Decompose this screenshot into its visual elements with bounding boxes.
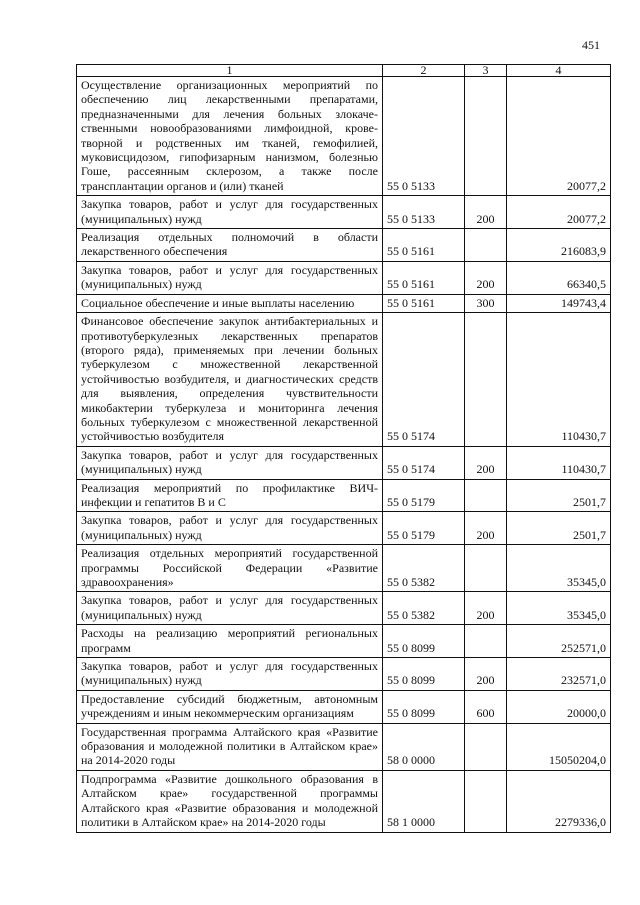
- table-row: [77, 658, 611, 691]
- table-row: [77, 196, 611, 229]
- row-expense-type: 200: [465, 658, 507, 691]
- row-amount: 2501,7: [507, 512, 611, 545]
- row-expense-type: [465, 77, 507, 196]
- column-header-name: 1: [77, 65, 383, 77]
- table-row: [77, 229, 611, 262]
- row-description: Предоставление субсидий бюджетным, автономным учреждениям и иным некоммерческим организациям: [77, 690, 383, 723]
- row-description: Финансовое обеспечение закупок антибактериальных и противотуберкулезных лекарственных препаратов (второго ряда), применяемых при лечении больных туберкулезом с множественной лекарственной устойчивостью возбудителя, и диагностических средств для выявления, определения чувствительности микобактерии туберкулеза и мониторинга лечения больных туберкулезом с множественной лекарственной устойчивостью возбудителя: [77, 313, 383, 447]
- row-expense-type: 200: [465, 446, 507, 479]
- table-row: [77, 592, 611, 625]
- row-target-code: 55 0 8099: [383, 690, 465, 723]
- row-amount: 232571,0: [507, 658, 611, 691]
- row-expense-type: [465, 313, 507, 447]
- row-amount: 216083,9: [507, 229, 611, 262]
- table-row: [77, 545, 611, 592]
- row-amount: 20000,0: [507, 690, 611, 723]
- row-expense-type: 600: [465, 690, 507, 723]
- row-description: Закупка товаров, работ и услуг для государственных (муниципальных) нужд: [77, 658, 383, 691]
- row-amount: 149743,4: [507, 294, 611, 312]
- table-row: [77, 770, 611, 832]
- row-target-code: 55 0 8099: [383, 658, 465, 691]
- row-amount: 35345,0: [507, 545, 611, 592]
- row-description: Подпрограмма «Развитие дошкольного образования в Алтайском крае» государственной программы Алтайского края «Развитие образования и молодежной политики в Алтайском крае» на 2014-2020 годы: [77, 770, 383, 832]
- row-expense-type: [465, 229, 507, 262]
- row-description: Закупка товаров, работ и услуг для государственных (муниципальных) нужд: [77, 196, 383, 229]
- row-description: Социальное обеспечение и иные выплаты населению: [77, 294, 383, 312]
- row-target-code: 58 0 0000: [383, 723, 465, 770]
- row-description: Государственная программа Алтайского края «Развитие образования и молодежной политики в Алтайском крае» на 2014-2020 годы: [77, 723, 383, 770]
- row-description: Закупка товаров, работ и услуг для государственных (муниципальных) нужд: [77, 261, 383, 294]
- row-expense-type: [465, 479, 507, 512]
- row-description: Расходы на реализацию мероприятий региональных программ: [77, 625, 383, 658]
- table-row: [77, 294, 611, 312]
- row-target-code: 55 0 5161: [383, 229, 465, 262]
- row-expense-type: [465, 625, 507, 658]
- row-target-code: 55 0 5161: [383, 261, 465, 294]
- page-number: 451: [582, 38, 600, 52]
- budget-table: [76, 64, 611, 833]
- row-expense-type: 200: [465, 196, 507, 229]
- row-target-code: 55 0 8099: [383, 625, 465, 658]
- row-expense-type: [465, 545, 507, 592]
- table-header-row: [77, 65, 611, 77]
- row-target-code: 55 0 5179: [383, 512, 465, 545]
- row-description: Осуществление организационных мероприятий по обеспечению лиц лекарственными препаратами, предназначенными для лечения больных злокачественными новообразованиями лимфоидной, кроветворной и родственных им тканей, гемофилией, муковисцидозом, гипофизарным нанизмом, болезнью Гоше, рассеянным склерозом, а также после трансплантации органов и (или) тканей: [77, 77, 383, 196]
- row-description: Закупка товаров, работ и услуг для государственных (муниципальных) нужд: [77, 446, 383, 479]
- row-amount: 252571,0: [507, 625, 611, 658]
- table-body: [77, 65, 611, 833]
- table-row: [77, 446, 611, 479]
- row-target-code: 55 0 5174: [383, 313, 465, 447]
- table-row: [77, 479, 611, 512]
- row-description: Закупка товаров, работ и услуг для государственных (муниципальных) нужд: [77, 512, 383, 545]
- row-target-code: 55 0 5133: [383, 196, 465, 229]
- column-header-type: 3: [465, 65, 507, 77]
- row-amount: 2279336,0: [507, 770, 611, 832]
- row-expense-type: 200: [465, 592, 507, 625]
- row-target-code: 55 0 5174: [383, 446, 465, 479]
- column-header-code: 2: [383, 65, 465, 77]
- row-amount: 110430,7: [507, 313, 611, 447]
- table-row: [77, 261, 611, 294]
- row-amount: 15050204,0: [507, 723, 611, 770]
- row-expense-type: 300: [465, 294, 507, 312]
- row-description: Реализация мероприятий по профилактике ВИЧ-инфекции и гепатитов В и С: [77, 479, 383, 512]
- table-row: [77, 77, 611, 196]
- row-target-code: 55 0 5382: [383, 545, 465, 592]
- row-amount: 110430,7: [507, 446, 611, 479]
- row-amount: 2501,7: [507, 479, 611, 512]
- row-expense-type: [465, 723, 507, 770]
- row-expense-type: 200: [465, 261, 507, 294]
- row-description: Реализация отдельных мероприятий государственной программы Российской Федерации «Развитие здравоохранения»: [77, 545, 383, 592]
- table-row: [77, 690, 611, 723]
- table-row: [77, 625, 611, 658]
- row-amount: 66340,5: [507, 261, 611, 294]
- row-target-code: 55 0 5179: [383, 479, 465, 512]
- table-row: [77, 723, 611, 770]
- column-header-sum: 4: [507, 65, 611, 77]
- row-description: Реализация отдельных полномочий в области лекарственного обеспечения: [77, 229, 383, 262]
- row-amount: 20077,2: [507, 77, 611, 196]
- row-expense-type: [465, 770, 507, 832]
- row-amount: 35345,0: [507, 592, 611, 625]
- row-target-code: 58 1 0000: [383, 770, 465, 832]
- row-target-code: 55 0 5382: [383, 592, 465, 625]
- table-row: [77, 313, 611, 447]
- row-target-code: 55 0 5161: [383, 294, 465, 312]
- table-row: [77, 512, 611, 545]
- row-target-code: 55 0 5133: [383, 77, 465, 196]
- row-expense-type: 200: [465, 512, 507, 545]
- row-description: Закупка товаров, работ и услуг для государственных (муниципальных) нужд: [77, 592, 383, 625]
- row-amount: 20077,2: [507, 196, 611, 229]
